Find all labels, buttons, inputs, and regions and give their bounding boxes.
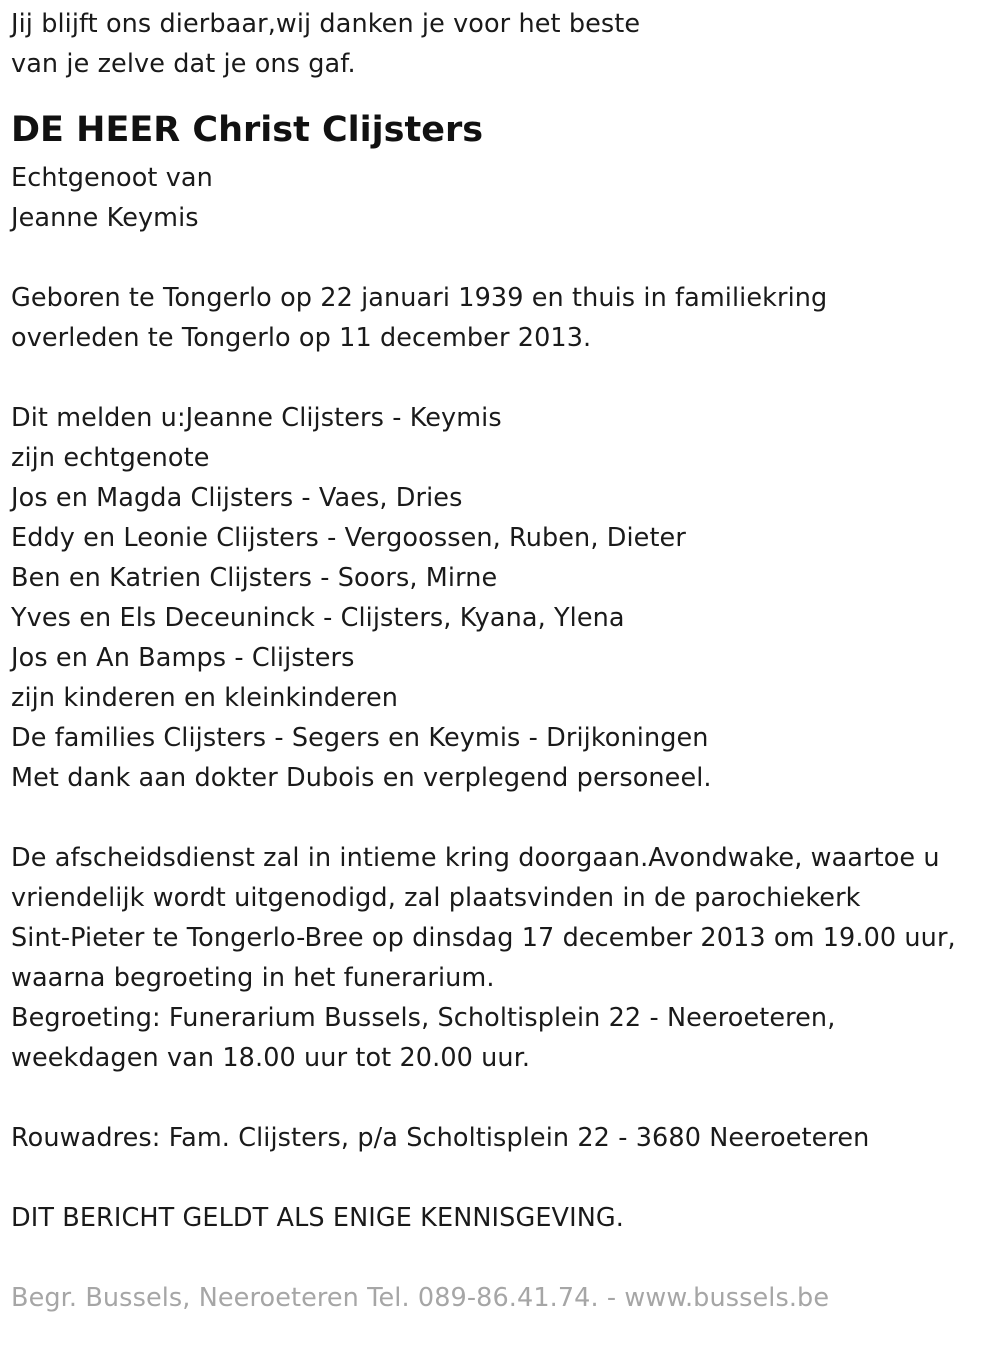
section-spacer — [11, 358, 991, 398]
intro-line-1: Jij blijft ons dierbaar,wij danken je voor het beste — [11, 9, 641, 39]
section-spacer — [11, 1078, 991, 1118]
announcer-line: Eddy en Leonie Clijsters - Vergoossen, Ruben, Dieter — [11, 523, 686, 553]
spouse-line-2: Jeanne Keymis — [11, 203, 199, 233]
spouse-line-1: Echtgenoot van — [11, 163, 213, 193]
section-spacer — [11, 798, 991, 838]
mourning-address: Rouwadres: Fam. Clijsters, p/a Scholtisplein 22 - 3680 Neeroeteren — [11, 1123, 870, 1153]
birth-line-1: Geboren te Tongerlo op 22 januari 1939 en thuis in familiekring — [11, 283, 828, 313]
announcer-line: zijn kinderen en kleinkinderen — [11, 683, 398, 713]
announcers-list — [11, 398, 991, 798]
service-line: Sint-Pieter te Tongerlo-Bree op dinsdag 17 december 2013 om 19.00 uur, — [11, 923, 956, 953]
obituary-notice — [11, 4, 991, 1318]
service-line: waarna begroeting in het funerarium. — [11, 963, 495, 993]
birth-line-2: overleden te Tongerlo op 11 december 2013. — [11, 323, 592, 353]
announcer-line: De families Clijsters - Segers en Keymis - Drijkoningen — [11, 723, 709, 753]
announcer-line: Dit melden u:Jeanne Clijsters - Keymis — [11, 403, 502, 433]
announcer-line: zijn echtgenote — [11, 443, 210, 473]
funeral-home-footer: Begr. Bussels, Neeroeteren Tel. 089-86.41.74. - www.bussels.be — [11, 1283, 830, 1313]
intro-line-2: van je zelve dat je ons gaf. — [11, 49, 356, 79]
announcer-line: Ben en Katrien Clijsters - Soors, Mirne — [11, 563, 498, 593]
section-spacer — [11, 238, 991, 278]
section-spacer — [11, 1158, 991, 1198]
service-line: De afscheidsdienst zal in intieme kring doorgaan.Avondwake, waartoe u — [11, 843, 940, 873]
service-line: weekdagen van 18.00 uur tot 20.00 uur. — [11, 1043, 531, 1073]
service-line: Begroeting: Funerarium Bussels, Scholtisplein 22 - Neeroeteren, — [11, 1003, 836, 1033]
announcer-line: Jos en Magda Clijsters - Vaes, Dries — [11, 483, 463, 513]
service-line: vriendelijk wordt uitgenodigd, zal plaatsvinden in de parochiekerk — [11, 883, 861, 913]
service-details — [11, 838, 991, 1078]
announcer-line: Yves en Els Deceuninck - Clijsters, Kyana, Ylena — [11, 603, 625, 633]
deceased-name-title: DE HEER Christ Clijsters — [11, 110, 484, 150]
announcer-line: Met dank aan dokter Dubois en verplegend personeel. — [11, 763, 712, 793]
official-notice: DIT BERICHT GELDT ALS ENIGE KENNISGEVING. — [11, 1203, 624, 1233]
announcer-line: Jos en An Bamps - Clijsters — [11, 643, 355, 673]
